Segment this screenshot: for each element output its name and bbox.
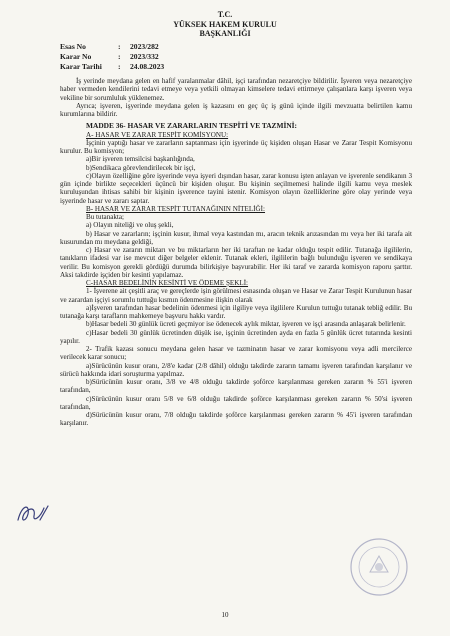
- list-item: b) Hasar ve zararların; işçinin kusur, ihmal veya kastından mı, aracın teknik arızasından mı veya her iki tarafa ait kusurundan mı meydana geldiği,: [60, 229, 412, 246]
- section-heading-b: B- HASAR VE ZARAR TESPİT TUTANAĞININ NİTELİĞİ:: [86, 204, 266, 213]
- paragraph: Ayrıca; işveren, işyerinde meydana gelen iş kazasını en geç üç iş günü içinde ilgili mevzuatta belirtilen kamu kurumlarına bildirir.: [60, 101, 412, 118]
- list-item: a)İşveren tarafından hasar bedelinin ödenmesi için ilgiliye veya ilgililere Kurulun tuttuğu tutanak tebliğ edilir. Bu tutanağa karşı tarafların mahkemeye başvuru hakkı vardır.: [60, 303, 412, 320]
- document-body: [60, 77, 412, 428]
- header-country: T.C.: [217, 10, 233, 19]
- meta-row-esas: Esas No : 2023/282: [60, 42, 159, 51]
- list-item: b)Sürücünün kusur oranı, 3/8 ve 4/8 olduğu takdirde şoförce karşılanması gereken zararın % 55'i işveren tarafından,: [60, 378, 412, 395]
- list-item: c)Olayın özelliğine göre işyerinde veya işyeri dışından hasar, zarar konusu işten anlayan ve işverenle sendikanın 3 gün içinde birlikte seçecekleri üçüncü bir kişiden oluşur. Bu kişinin seçilmemesi halinde ilgili kamu veya meslek kuruluşundan ihtisas sahibi bir kişinin işverence tayini istenir. Komisyon olayın özelliklerine göre olay yerinde veya işyerinde hasar ve zararı saptar.: [60, 171, 412, 205]
- meta-value: 2023/282: [130, 42, 159, 51]
- list-item: c)Hasar bedeli 30 günlük ücretinden düşük ise, işçinin ücretinden ayda en fazla 5 günlük ücret tutarında kesinti yapılır.: [60, 328, 412, 345]
- list-item: b)Hasar bedeli 30 günlük ücreti geçmiyor ise ödenecek aylık miktar, işveren ve işçi arasında anlaşarak belirlenir.: [86, 320, 406, 329]
- meta-row-karar: Karar No : 2023/332: [60, 52, 159, 61]
- list-item: b)Sendikaca görevlendirilecek bir işçi,: [86, 163, 196, 172]
- meta-key: Karar No: [60, 52, 92, 61]
- section-heading-a: A- HASAR VE ZARAR TESPİT KOMİSYONU:: [86, 130, 229, 139]
- header-department: BAŞKANLIĞI: [199, 29, 251, 38]
- meta-key: Karar Tarihi: [60, 62, 102, 71]
- list-item: d)Sürücünün kusur oranı, 7/8 olduğu takdirde şoförce karşılanması gereken zararın % 45'i işveren tarafından karşılanır.: [60, 411, 412, 428]
- list-item: 1- İşverene ait çeşitli araç ve gereçlerde işin görülmesi esnasında oluşan ve Hasar ve Zarar Tespit Kurulunun hasar ve zarardan işçiyi sorumlu tuttuğu kısmın ödenmesine ilişkin olarak: [60, 287, 412, 304]
- header-institution: YÜKSEK HAKEM KURULU: [173, 19, 277, 29]
- document-header: [0, 10, 450, 39]
- list-item: 2- Trafik kazası sonucu meydana gelen hasar ve tazminatın hasar ve zarar komisyonu veya adli mercilerce verilecek karar sonucu;: [60, 345, 412, 362]
- section-heading-c: C-HASAR BEDELİNİN KESİNTİ VE ÖDEME ŞEKLİ:: [86, 279, 249, 287]
- list-item: c)Sürücünün kusur oranı 5/8 ve 6/8 olduğu takdirde şoförce karşılanması gereken zararın % 50'si işveren tarafından,: [60, 394, 412, 411]
- official-seal-stamp: [348, 536, 410, 598]
- meta-key: Esas No: [60, 42, 86, 51]
- meta-row-date: Karar Tarihi : 24.08.2023: [60, 62, 165, 71]
- paragraph: Bu tutanakta;: [86, 213, 125, 221]
- handwritten-signature: [14, 500, 54, 528]
- list-item: c) Hasar ve zararın miktarı ve bu miktarların her iki taraftan ne kadar olduğu tespit edilir. Tutanağa ilgililerin, tanıkların ifadesi var ise mevcut diğer belgeler eklenir. Tutanak ekleri, ilgililerin bağlı bulunduğu işveren ve sendikaya verilir. Bu komisyon gerekli gördüğü durumda bilirkişiye başvurabilir. Her iki taraf ve zararda komisyon raporu şarttır. Aksi takdirde işçiden bir kesinti yapılamaz.: [60, 246, 412, 279]
- list-item: a)Bir işveren temsilcisi başkanlığında,: [86, 155, 195, 164]
- list-item: a)Sürücünün kusur oranı, 2/8'e kadar (2/8 dâhil) olduğu takdirde zararın tamamı işveren tarafından karşılanır ve sürücü hakkında idari soruşturma yapılmaz.: [60, 361, 412, 378]
- list-item: a) Olayın niteliği ve oluş şekli,: [86, 221, 174, 230]
- paragraph: İş yerinde meydana gelen en hafif yaralanmalar dâhil, işçi tarafından nezaretçiye bildirilir. İşveren veya nezaretçiye haber vermeden kendilerini tedavi etmeye veya yetkili olmayan kimselere tedavi ettirmeye çalışanlara karşı işveren veya vekiline bir sorumluluk yüklenemez.: [60, 77, 412, 102]
- meta-value: 24.08.2023: [130, 62, 165, 71]
- case-metadata: [60, 42, 164, 72]
- page-number: 10: [221, 611, 229, 619]
- article-title: MADDE 36- HASAR VE ZARARLARIN TESPİTİ VE TAZMİNİ:: [86, 121, 298, 131]
- paragraph: İşçinin yaptığı hasar ve zararların saptanması için işyerinde üç kişiden oluşan Hasar ve Zarar Tespit Komisyonu kurulur. Bu komisyon;: [60, 138, 412, 155]
- meta-value: 2023/332: [130, 52, 159, 61]
